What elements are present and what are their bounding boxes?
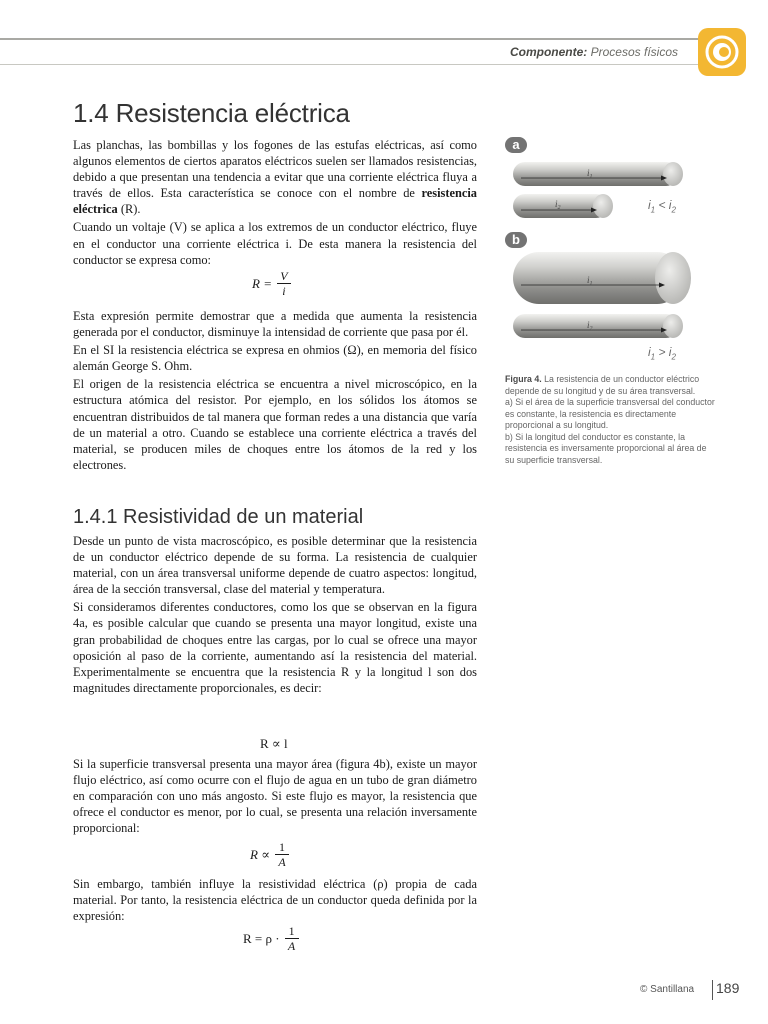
body-text-3 xyxy=(73,756,477,838)
section-title: 1.4 Resistencia eléctrica xyxy=(73,98,350,128)
current-label-b2: $i_2$ xyxy=(587,320,593,332)
equation-resistivity: R = ρ · $\frac{1}{A}$ xyxy=(243,925,299,952)
inequality-b: $i_1 > i_2$ xyxy=(648,345,676,362)
current-label-a1: $i_1$ xyxy=(587,168,593,180)
current-label-a2: $i_2$ xyxy=(555,199,561,211)
conductor-a-short xyxy=(513,194,613,218)
body-text-2 xyxy=(73,533,477,698)
paragraph-resistivity: Sin embargo, también influye la resistividad eléctrica (ρ) propia de cada material. Por tanto, la resistencia eléctrica de un conductor queda definida por la expresión: xyxy=(73,877,477,924)
equation-length: R ∝ l xyxy=(260,736,288,751)
figure-label-a: a xyxy=(505,137,527,153)
component-logo-icon xyxy=(698,28,746,76)
footer-divider xyxy=(712,980,713,1000)
paragraph-length: Si consideramos diferentes conductores, como los que se observan en la figura 4a, es posible calcular que cuando se presenta una mayor longitud, existe una gran probabilidad de choques entre las cargas, por lo cual se ofrece una mayor oposición al paso de la corriente, aumentando así la resistencia del material. Experimentalmente se encuentra que la resistencia R y la longitud l son dos magnitudes directamente proporcionales, es decir: xyxy=(73,600,477,695)
paragraph-resistance: Esta expresión permite demostrar que a medida que aumenta la resistencia generada por el conductor, disminuye la intensidad de corriente que pasa por él. xyxy=(73,309,477,340)
intro-paragraph-1: Las planchas, las bombillas y los fogones de las estufas eléctricas, así como algunos elementos de ciertos aparatos eléctricos suelen ser llamados resistencias, debido a que presentan una tendencia a evitar que una corriente eléctrica fluya a través de ellos. Esta característica se conoce con el nombre de resistencia eléctrica (R). xyxy=(73,138,477,217)
current-label-b1: $i_1$ xyxy=(587,275,593,287)
equation-ohm: R = $\frac{V}{i}$ xyxy=(252,270,291,297)
conductor-a-long xyxy=(513,162,683,186)
header-rule xyxy=(0,38,700,40)
body-text-4 xyxy=(73,876,477,926)
conductor-b-thin xyxy=(513,314,683,338)
equation-area: R ∝ $\frac{1}{A}$ xyxy=(250,841,289,868)
paragraph-ohm: En el SI la resistencia eléctrica se expresa en ohmios (Ω), en memoria del físico alemán George S. Ohm. xyxy=(73,343,477,374)
paragraph-origin: El origen de la resistencia eléctrica se encuentra a nivel microscópico, en la estructura atómica del resistor. Por ejemplo, en los sólidos los átomos se encuentran distribuidos de tal manera que forman redes a una distancia que varía de un material a otro. Cuando se establece una corriente eléctrica a través del material, se producen miles de choques entre los átomos de la red y los electrones. xyxy=(73,377,477,472)
paragraph-macroscopic: Desde un punto de vista macroscópico, es posible determinar que la resistencia de un conductor eléctrico depende de su forma. La resistencia de cualquier material, con un área transversal uniforme depende de cuatro aspectos: longitud, área de la sección transversal, clase del material y temperatura. xyxy=(73,534,477,597)
page-number: 189 xyxy=(716,980,740,996)
intro-text xyxy=(73,137,477,270)
footer-publisher: © Santillana xyxy=(640,984,695,995)
header-rule-lower xyxy=(0,64,700,65)
component-header: Componente: Procesos físicos xyxy=(509,45,678,59)
intro-paragraph-2: Cuando un voltaje (V) se aplica a los extremos de un conductor eléctrico, fluye en el conductor una corriente eléctrica i. De esta manera la resistencia del conductor se expresa como: xyxy=(73,220,477,267)
conductor-b-thick xyxy=(513,252,691,304)
figure-label-b: b xyxy=(505,232,527,248)
figure-caption: Figura 4. La resistencia de un conductor eléctrico depende de su longitud y de su área transversal. a) Si el área de la superficie transversal del conductor es constante, la resistencia es directamente proporcional a su longitud. b) Si la longitud del conductor es constante, la resistencia es inversamente proporcional al área de su superficie transversal. xyxy=(505,374,715,465)
body-text-1 xyxy=(73,308,477,475)
paragraph-area: Si la superficie transversal presenta una mayor área (figura 4b), existe un mayor flujo eléctrico, así como ocurre con el flujo de agua en un tubo de gran diámetro en comparación con uno más angosto. Si este flujo es mayor, la resistencia que ofrece el conductor es menor, por lo cual, se presenta una relación inversamente proporcional: xyxy=(73,757,477,836)
subsection-title: 1.4.1 Resistividad de un material xyxy=(73,506,364,528)
inequality-a: $i_1 < i_2$ xyxy=(648,198,676,215)
